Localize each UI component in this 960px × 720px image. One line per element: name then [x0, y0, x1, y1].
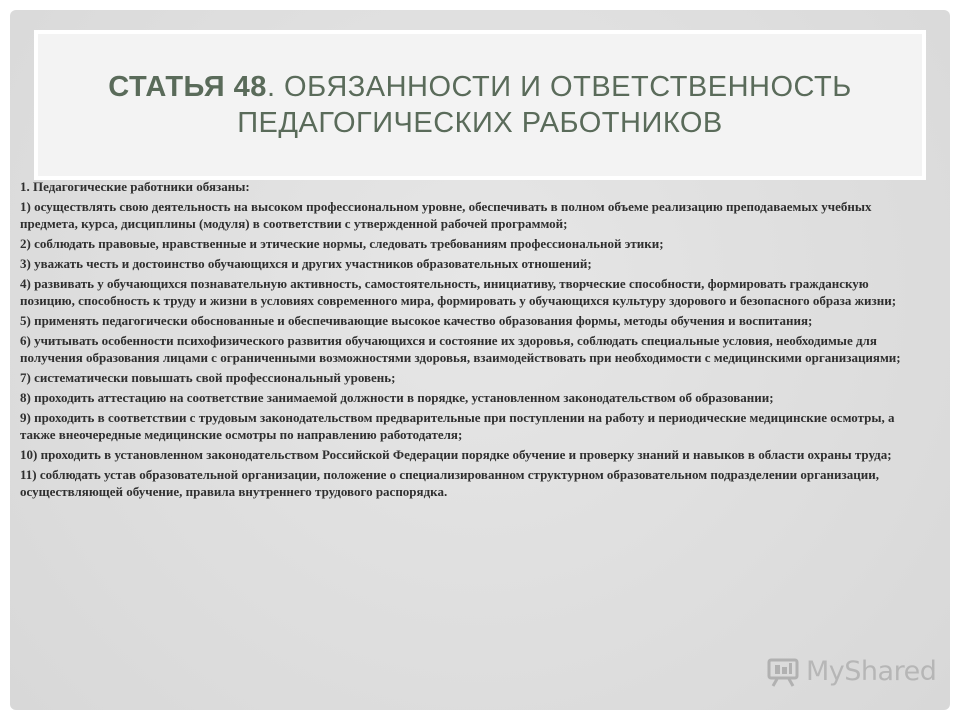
paragraph-item-11: 11) соблюдать устав образовательной организации, положение о специализированном структурном образовательном подразделении организации, осуществляющей обучение, правила внутреннего трудового распорядка.: [20, 467, 879, 499]
title-rest-part: . ОБЯЗАННОСТИ И ОТВЕТСТВЕННОСТЬ: [266, 71, 852, 103]
watermark: [766, 654, 936, 688]
article-text: [20, 178, 910, 503]
paragraph-item-8: 8) проходить аттестацию на соответствие занимаемой должности в порядке, установленном законодательством об образовании;: [20, 390, 774, 405]
paragraph-item-5: 5) применять педагогически обоснованные и обеспечивающие высокое качество образования формы, методы обучения и воспитания;: [20, 313, 813, 328]
presentation-board-icon: [766, 654, 800, 688]
paragraph-item-7: 7) систематически повышать свой профессиональный уровень;: [20, 370, 396, 385]
paragraph-item-6: 6) учитывать особенности психофизического развития обучающихся и состояние их здоровья, соблюдать специальные условия, необходимые для получения образования лицами с ограниченными возможностями здоровья, взаимодействовать при необходимости с медицинскими организациями;: [20, 333, 901, 365]
title-box: [34, 30, 926, 180]
paragraph-intro: 1. Педагогические работники обязаны:: [20, 179, 250, 194]
paragraph-item-9: 9) проходить в соответствии с трудовым законодательством предварительные при поступлении на работу и периодические медицинские осмотры, а также внеочередные медицинские осмотры по направлению работодателя;: [20, 410, 895, 442]
page-title-line-2: ПЕДАГОГИЧЕСКИХ РАБОТНИКОВ: [237, 107, 723, 139]
paragraph-item-1: 1) осуществлять свою деятельность на высоком профессиональном уровне, обеспечивать в полном объеме реализацию преподаваемых учебных предмета, курса, дисциплины (модуля) в соответствии с утвержденной рабочей программой;: [20, 199, 872, 231]
paragraph-item-4: 4) развивать у обучающихся познавательную активность, самостоятельность, инициативу, творческие способности, формировать гражданскую позицию, способность к труду и жизни в условиях современного мира, формировать у обучающихся культуру здорового и безопасного образа жизни;: [20, 276, 897, 308]
paragraph-item-10: 10) проходить в установленном законодательством Российской Федерации порядке обучение и проверку знаний и навыков в области охраны труда;: [20, 447, 892, 462]
paragraph-item-2: 2) соблюдать правовые, нравственные и этические нормы, следовать требованиям профессиональной этики;: [20, 236, 664, 251]
title-bold-part: СТАТЬЯ 48: [108, 71, 267, 103]
watermark-text: MyShared: [806, 655, 937, 687]
page-title-line-1: [108, 69, 852, 105]
slide: [10, 10, 950, 710]
paragraph-item-3: 3) уважать честь и достоинство обучающихся и других участников образовательных отношений;: [20, 256, 592, 271]
